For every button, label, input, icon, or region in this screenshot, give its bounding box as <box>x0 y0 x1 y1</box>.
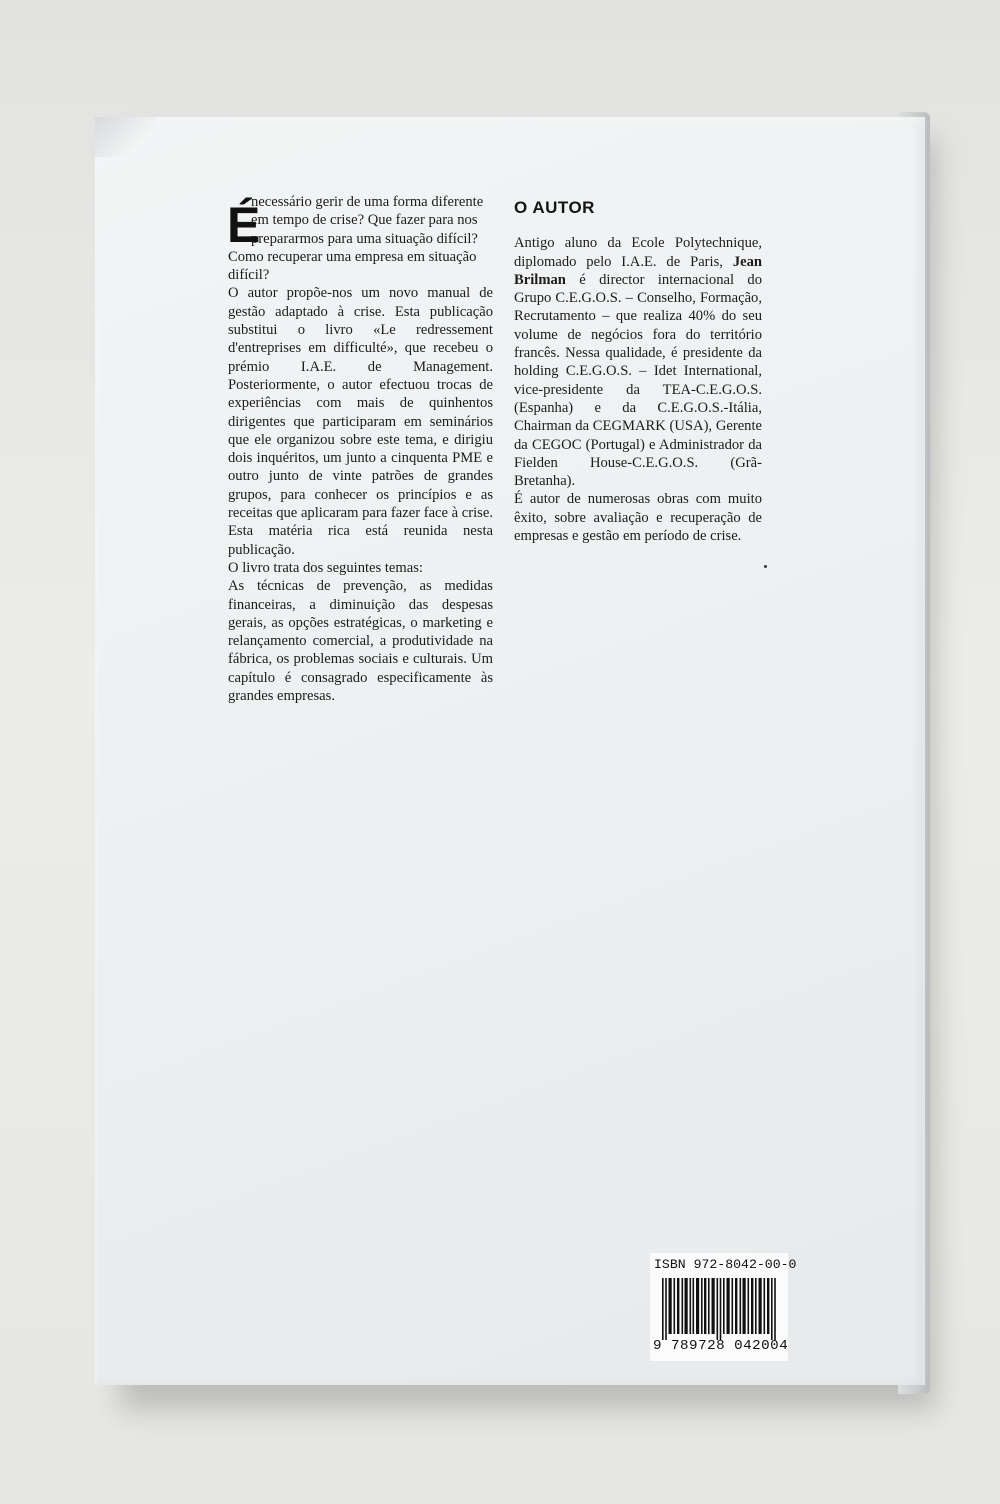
author-column <box>514 199 762 545</box>
intro-line: necessário gerir de uma forma diferente <box>251 194 484 210</box>
description-column <box>228 193 493 705</box>
intro-line: difícil? <box>228 267 270 284</box>
description-paragraph: O autor propõe-nos um novo manual de gestão adaptado à crise. Esta publicação substitui o livro «Le redressement d'entreprises em difficulté», que recebeu o prémio I.A.E. de Management. Posteriormente, o autor efectuou trocas de experiências com mais de quinhentos dirigentes que participaram em seminários que ele organizou sobre este tema, e dirigiu dois inquéritos, um junto a cinquenta PME e outro junto de vinte patrões de grandes grupos, para conhecer os princípios e as receitas que aplicaram para fazer face à crise. Esta matéria rica está reunida nesta publicação. <box>228 285 493 558</box>
author-works: É autor de numerosas obras com muito êxito, sobre avaliação e recuperação de empresas e gestão em período de crise. <box>514 491 762 545</box>
book-back-cover <box>95 117 925 1385</box>
author-bio <box>514 234 762 490</box>
bio-intro: Antigo aluno da Ecole Polytechnique, diplomado pelo I.A.E. de Paris, <box>514 235 762 270</box>
surface-speck <box>764 565 767 568</box>
author-heading: O AUTOR <box>514 198 595 217</box>
topics-intro: O livro trata dos seguintes temas: <box>228 559 423 576</box>
barcode-graphic <box>652 1278 786 1340</box>
bio-details: é director internacional do Grupo C.E.G.O.S. – Conselho, Formação, Recrutamento – que realiza 40% do seu volume de negócios fora do território francês. Nessa qualidade, é presidente da holding C.E.G.O.S. – Idet International, vice-presidente da TEA-C.E.G.O.S. (Espanha) e da C.E.G.O.S.-Itália, Chairman da CEGMARK (USA), Gerente da CEGOC (Portugal) e Administrador da Fielden House-C.E.G.O.S. (Grã-Bretanha). <box>514 271 762 490</box>
intro-line: Como recuperar uma empresa em situação <box>228 248 477 265</box>
isbn-label: ISBN 972-8042-00-0 <box>654 1257 797 1272</box>
author-name: Jean Brilman <box>514 253 763 288</box>
ean-digits: 9 789728 042004 <box>653 1338 789 1354</box>
cover-corner-wear <box>95 117 155 157</box>
topics-paragraph: As técnicas de prevenção, as medidas financeiras, a diminuição das despesas gerais, as opções estratégicas, o marketing e relançamento comercial, a produtividade na fábrica, os problemas sociais e culturais. Um capítulo é consagrado especificamente às grandes empresas. <box>228 578 493 705</box>
isbn-barcode-block <box>650 1253 797 1361</box>
intro-line: em tempo de crise? Que fazer para nos <box>251 212 478 229</box>
dropcap-letter: É <box>227 197 261 253</box>
intro-block <box>228 193 493 284</box>
intro-line: prepararmos para uma situação difícil? <box>251 230 478 247</box>
